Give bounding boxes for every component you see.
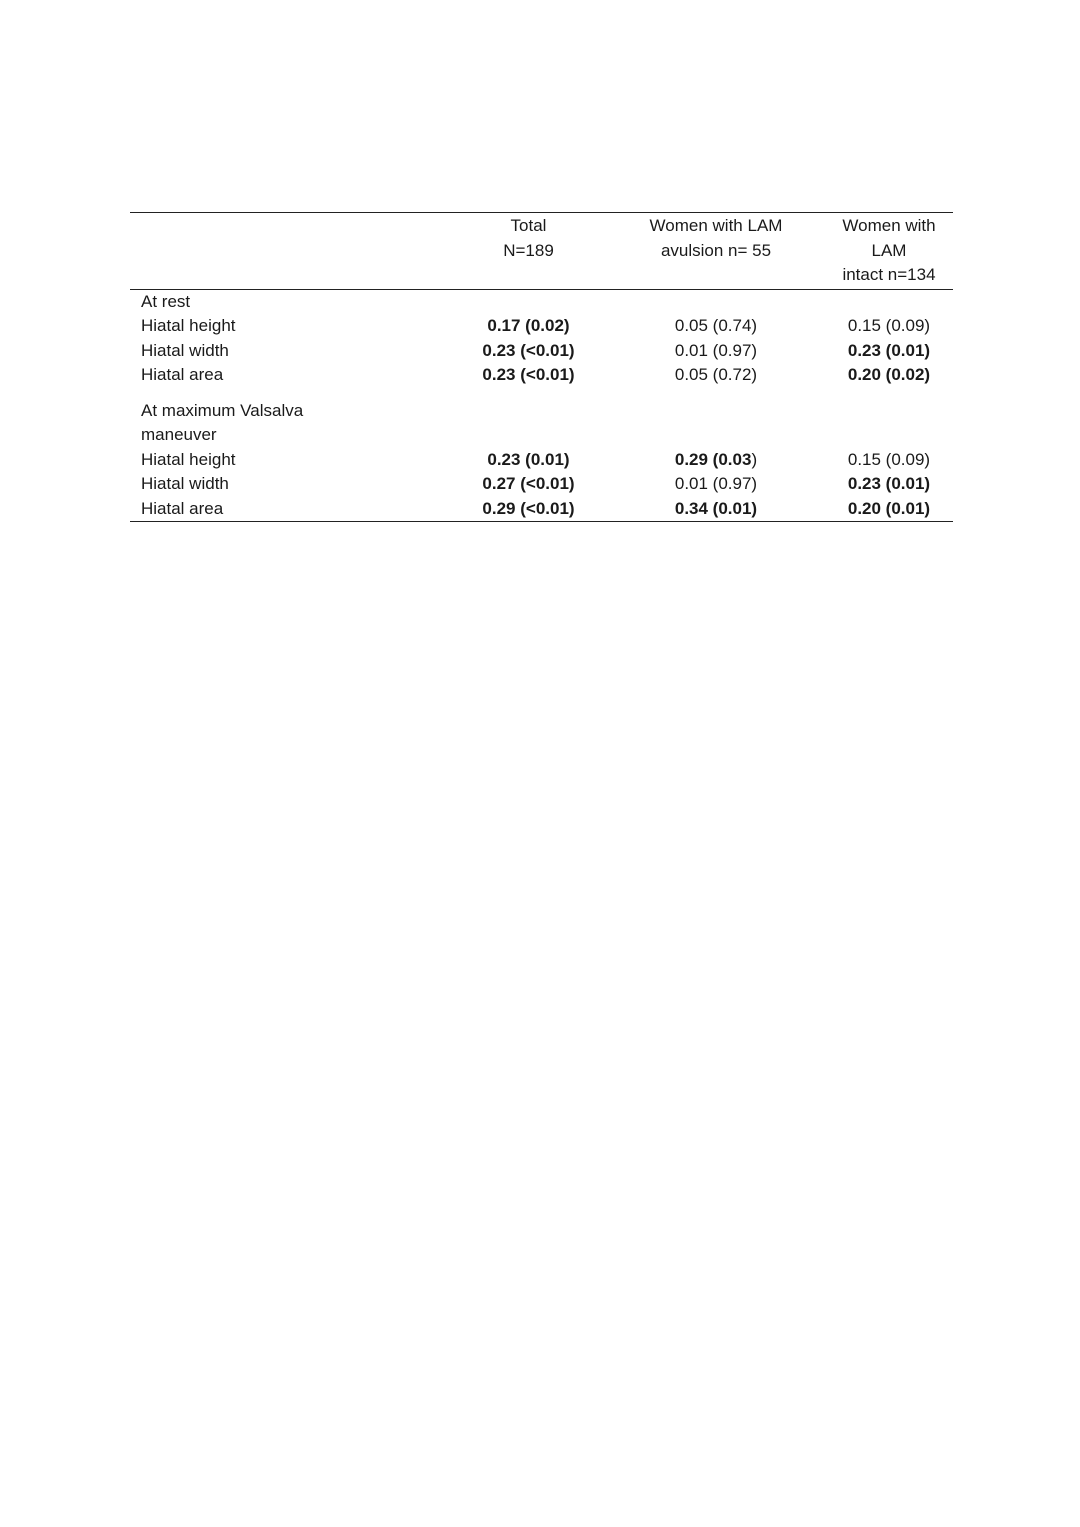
cell-intact: 0.20 (0.02) bbox=[847, 365, 931, 384]
correlation-table bbox=[130, 212, 953, 522]
section-label-valsalva bbox=[130, 399, 953, 448]
row-label: Hiatal area bbox=[141, 365, 224, 384]
header-total-line1: Total bbox=[510, 216, 547, 235]
cell-intact: 0.20 (0.01) bbox=[847, 498, 931, 518]
header-avulsion bbox=[607, 213, 825, 290]
cell-avulsion: 0.05 (0.74) bbox=[674, 316, 758, 335]
table-row bbox=[130, 472, 953, 497]
section-label-at-rest: At rest bbox=[141, 291, 191, 311]
section-label-valsalva-line2: maneuver bbox=[141, 425, 217, 444]
cell-total: 0.23 (<0.01) bbox=[482, 340, 575, 360]
cell-avulsion-bold-part: 0.29 (0.03 bbox=[674, 449, 752, 469]
cell-total: 0.27 (<0.01) bbox=[482, 474, 575, 493]
header-intact-line1: Women with LAM bbox=[842, 216, 936, 260]
table-header-row bbox=[130, 213, 953, 290]
cell-intact: 0.15 (0.09) bbox=[847, 316, 931, 335]
row-label: Hiatal height bbox=[141, 449, 236, 469]
table-row bbox=[130, 497, 953, 522]
cell-avulsion: 0.34 (0.01) bbox=[674, 498, 758, 518]
header-total bbox=[450, 213, 607, 290]
cell-avulsion: 0.01 (0.97) bbox=[674, 340, 758, 360]
cell-intact: 0.15 (0.09) bbox=[847, 449, 931, 469]
table-row bbox=[130, 363, 953, 388]
cell-total: 0.23 (<0.01) bbox=[482, 365, 575, 384]
table-row bbox=[130, 448, 953, 473]
table-header bbox=[130, 213, 953, 290]
cell-intact: 0.23 (0.01) bbox=[847, 474, 931, 493]
cell-avulsion bbox=[607, 448, 825, 473]
row-label: Hiatal area bbox=[141, 498, 224, 518]
section-spacer bbox=[130, 388, 953, 399]
cell-avulsion-tail: ) bbox=[751, 449, 758, 469]
cell-avulsion: 0.05 (0.72) bbox=[674, 365, 758, 384]
table-body bbox=[130, 289, 953, 522]
cell-total: 0.29 (<0.01) bbox=[482, 498, 575, 518]
header-total-line2: N=189 bbox=[503, 240, 554, 260]
cell-intact: 0.23 (0.01) bbox=[847, 340, 931, 360]
header-empty-cell bbox=[130, 213, 450, 290]
table-row bbox=[130, 339, 953, 364]
section-row-at-rest bbox=[130, 289, 953, 314]
header-intact-line2: intact n=134 bbox=[842, 265, 936, 284]
header-avulsion-line2: avulsion n= 55 bbox=[660, 240, 772, 260]
table-row bbox=[130, 314, 953, 339]
row-label: Hiatal height bbox=[141, 316, 236, 335]
row-label: Hiatal width bbox=[141, 474, 229, 493]
section-label-valsalva-line1: At maximum Valsalva bbox=[141, 400, 304, 420]
section-row-valsalva bbox=[130, 399, 953, 448]
correlation-table-container bbox=[130, 212, 953, 522]
row-label: Hiatal width bbox=[141, 340, 229, 360]
cell-total: 0.17 (0.02) bbox=[487, 316, 570, 335]
header-intact bbox=[825, 213, 953, 290]
cell-total: 0.23 (0.01) bbox=[487, 449, 570, 469]
cell-avulsion: 0.01 (0.97) bbox=[674, 474, 758, 493]
spacer-cell bbox=[130, 388, 953, 399]
header-avulsion-line1: Women with LAM bbox=[649, 216, 783, 235]
